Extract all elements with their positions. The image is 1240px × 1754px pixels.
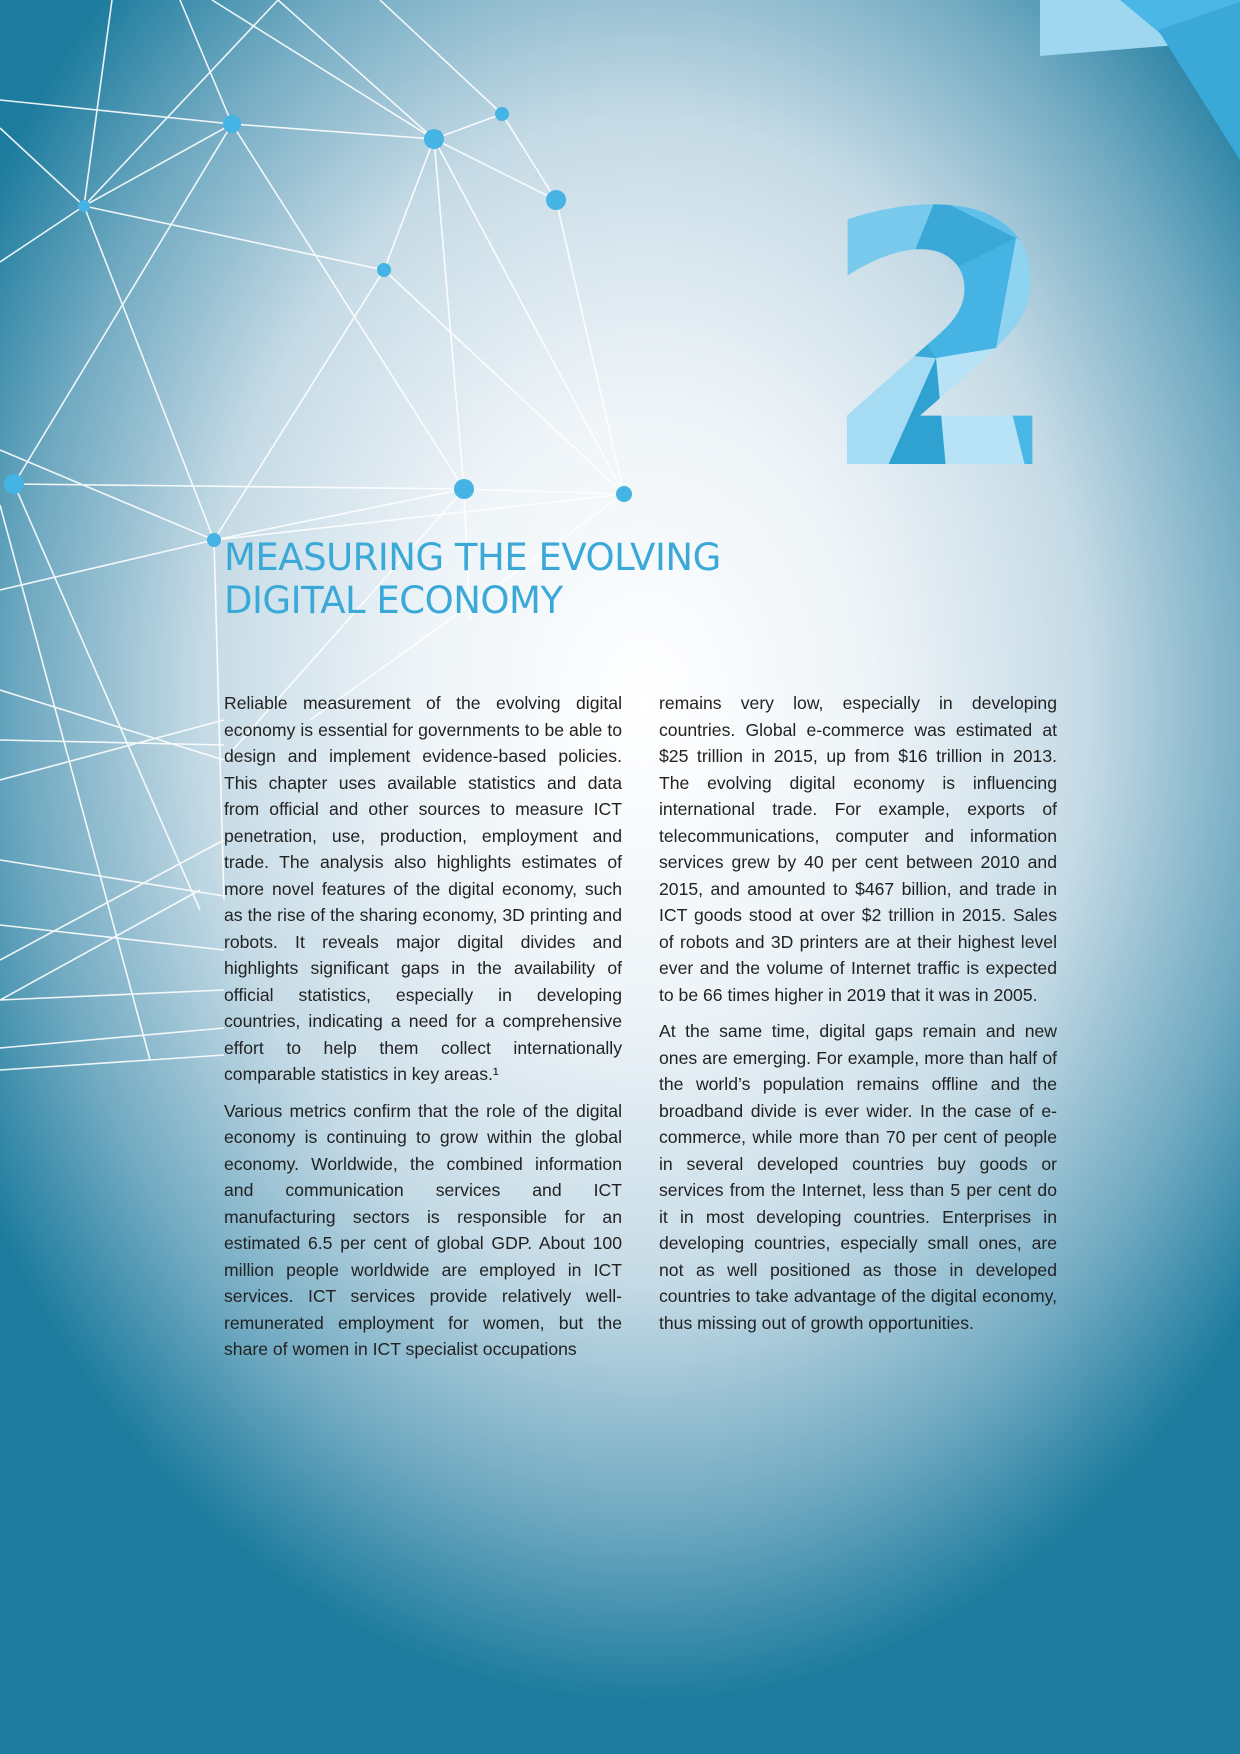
body-paragraph: remains very low, especially in developing countries. Global e-commerce was estimated at $25 trillion in 2015, up from $16 trillion in 2013. The evolving digital economy is influencing international trade. For example, exports of telecommunications, computer and information services grew by 40 per cent between 2010 and 2015, and amounted to $467 billion, and trade in ICT goods stood at over $2 trillion in 2015. Sales of robots and 3D printers are at their highest level ever and the volume of Internet traffic is expected to be 66 times higher in 2019 that it was in 2005. — [659, 693, 1057, 1005]
corner-decoration — [1040, 0, 1240, 160]
body-paragraph: Reliable measurement of the evolving digital economy is essential for governments to be able to design and implement evidence-based policies. This chapter uses available statistics and data from official and other sources to measure ICT penetration, use, production, employment and trade. The analysis also highlights estimates of more novel features of the digital economy, such as the rise of the sharing economy, 3D printing and robots. It reveals major digital divides and highlights significant gaps in the availability of official statistics, especially in developing countries, indicating a need for a comprehensive effort to help them collect internationally comparable statistics in key areas.¹ — [224, 693, 622, 1084]
body-columns — [224, 690, 1057, 1373]
body-column-left — [224, 690, 622, 1373]
body-column-right — [659, 690, 1057, 1373]
body-paragraph: At the same time, digital gaps remain and new ones are emerging. For example, more than half of the world’s population remains offline and the broadband divide is ever wider. In the case of e-commerce, while more than 70 per cent of people in several developed countries buy goods or services from the Internet, less than 5 per cent do it in most developing countries. Enterprises in developing countries, especially small ones, are not as well positioned as those in developed countries to take advantage of the digital economy, thus missing out of growth opportunities. — [659, 1021, 1057, 1333]
chapter-title — [224, 536, 924, 622]
chapter-title-line-1: MEASURING THE EVOLVING — [224, 536, 721, 579]
body-paragraph: Various metrics confirm that the role of the digital economy is continuing to grow within the global economy. Worldwide, the combined information and communication services and ICT manufacturing sectors is responsible for an estimated 6.5 per cent of global GDP. About 100 million people worldwide are employed in ICT services. ICT services provide relatively well-remunerated employment for women, but the share of women in ICT specialist occupations — [224, 1100, 622, 1359]
chapter-number-graphic — [826, 198, 1056, 470]
chapter-title-line-2: DIGITAL ECONOMY — [224, 579, 563, 622]
